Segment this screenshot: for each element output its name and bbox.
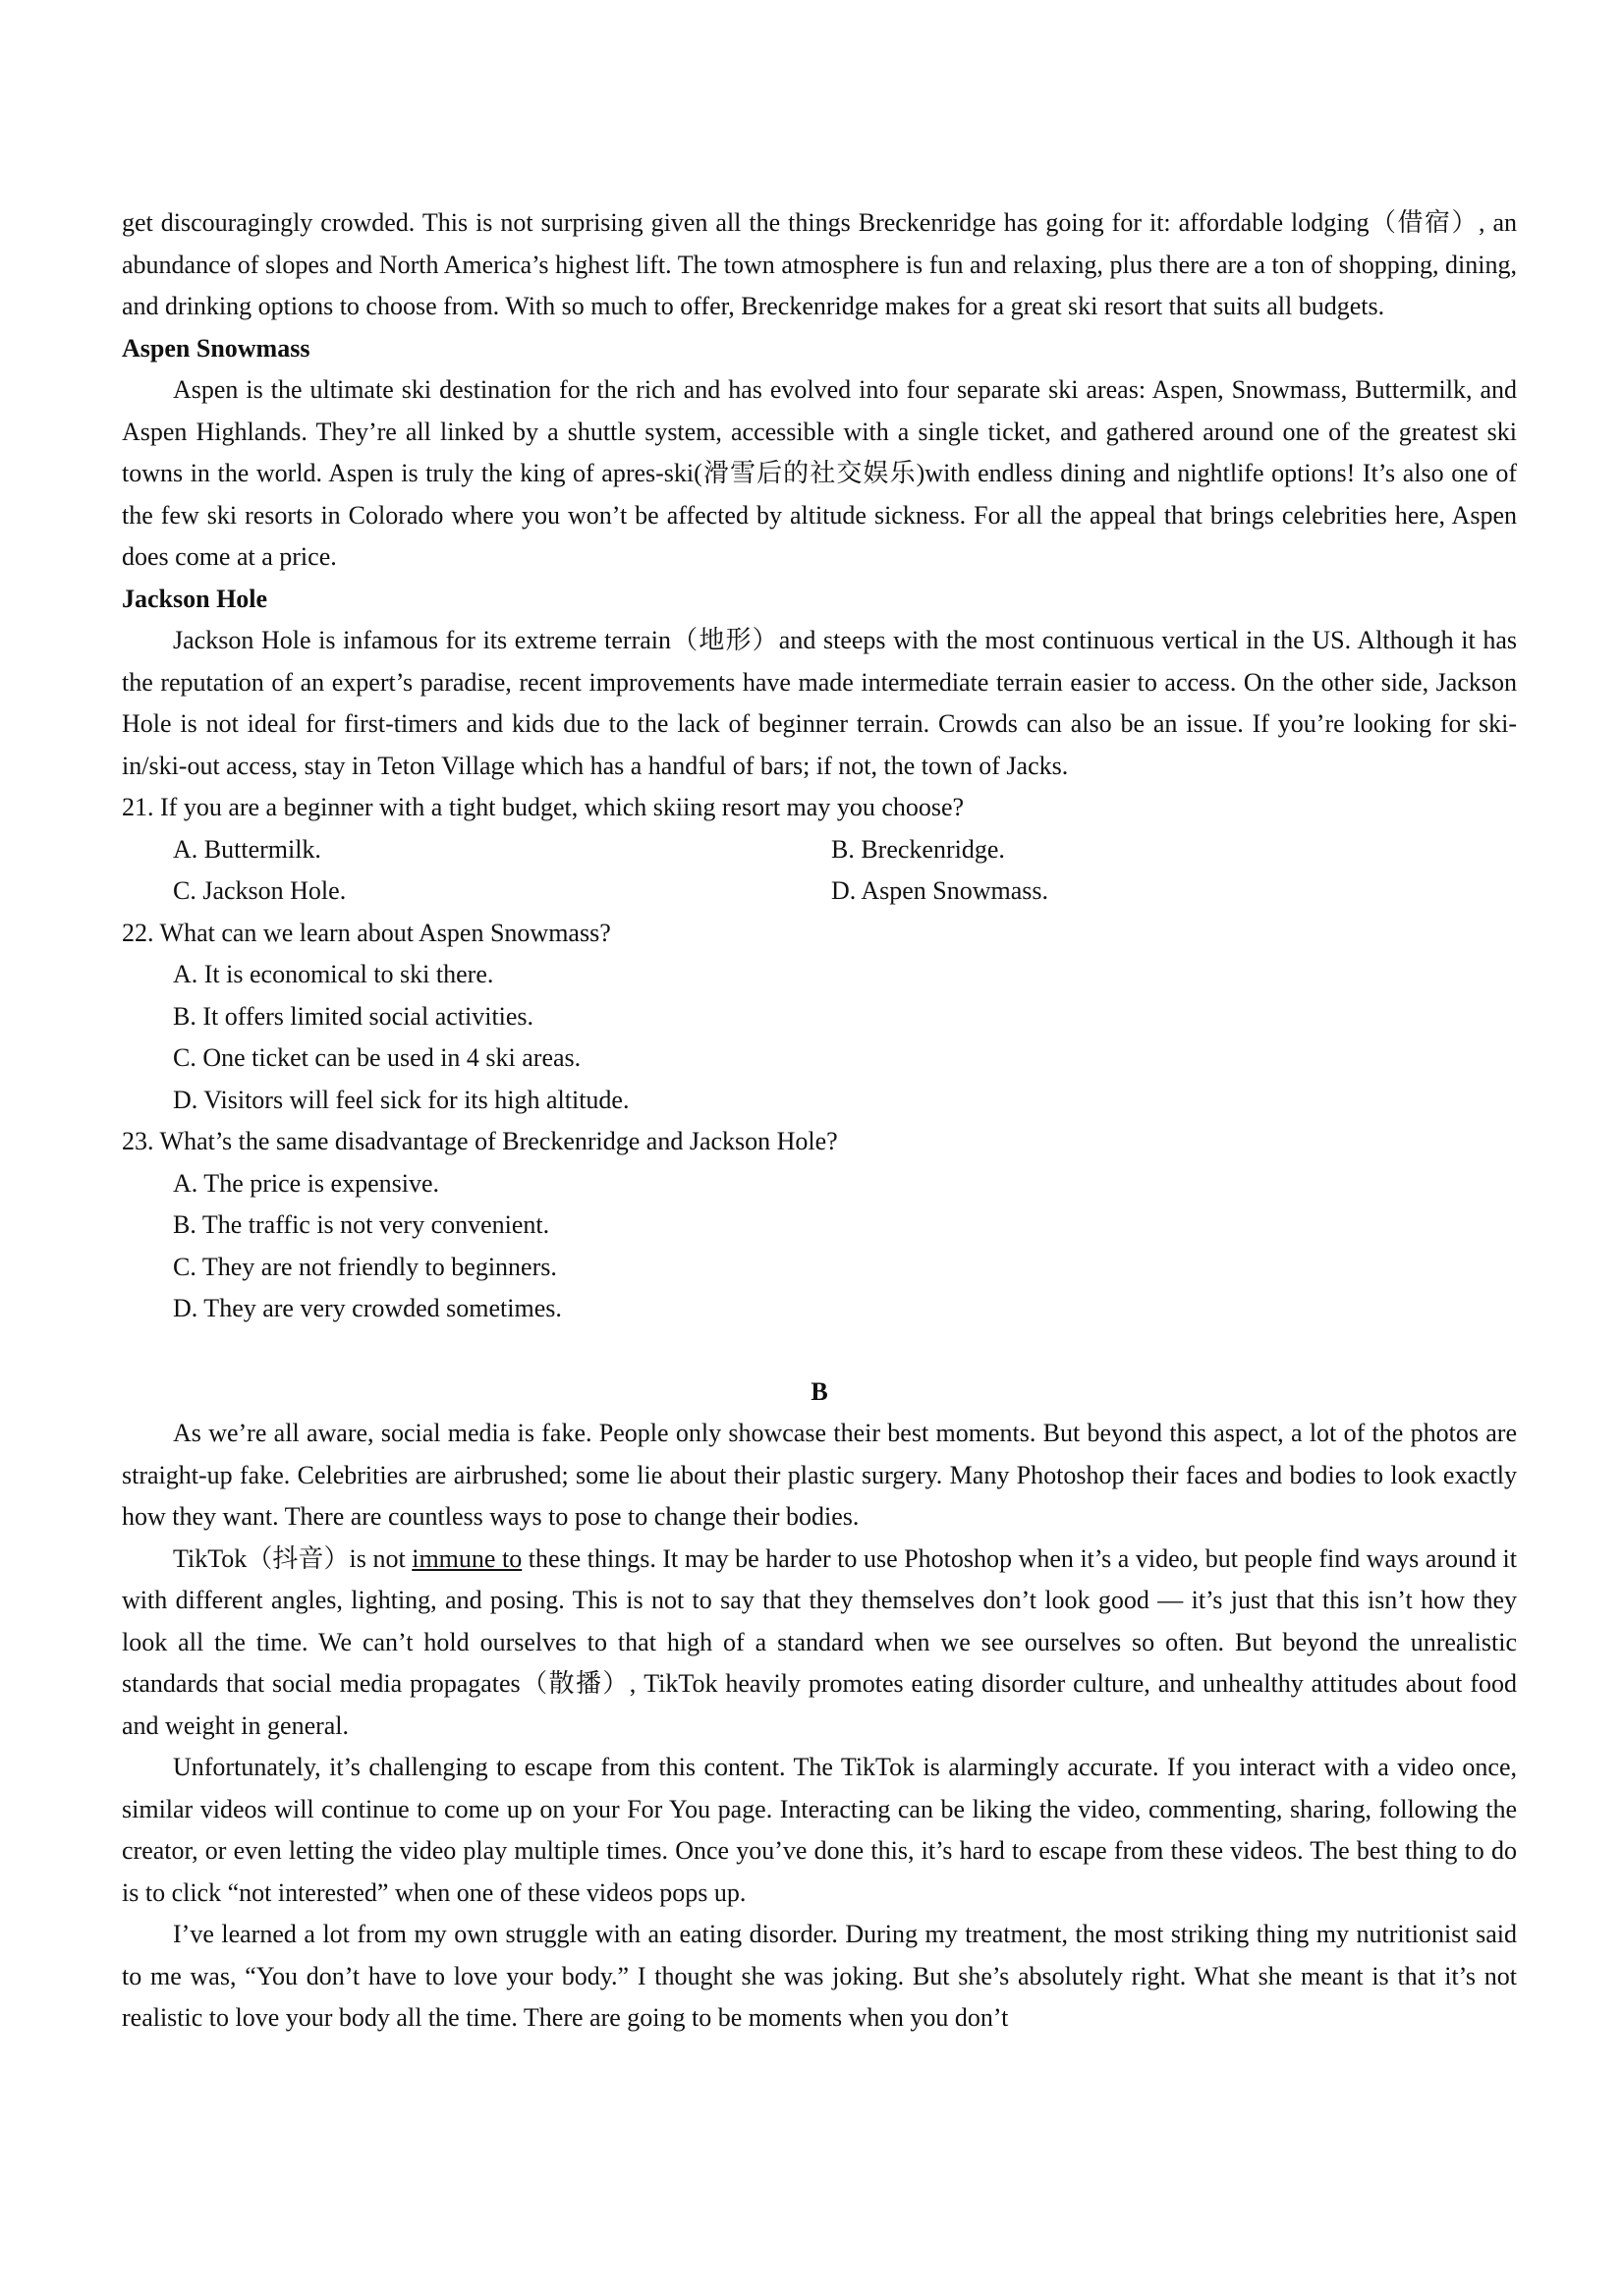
section-b-title: B [811, 1376, 828, 1406]
passage-b-paragraph-2 [122, 1539, 1517, 1748]
exam-page [122, 202, 1517, 2040]
jackson-paragraph: Jackson Hole is infamous for its extreme terrain（地形）and steeps with the most continuous vertical in the US. Although it has the reputation of an expert’s paradise, recent improvements have made intermediate terrain easier to access. On the other side, Jackson Hole is not ideal for first-timers and kids due to the lack of beginner terrain. Crowds can also be an issue. If you’re looking for ski-in/ski-out access, stay in Teton Village which has a handful of bars; if not, the town of Jacks. [122, 626, 1517, 780]
paragraph-2-start: TikTok（抖音）is not [173, 1543, 413, 1573]
question-23-option-c: C. They are not friendly to beginners. [173, 1252, 557, 1281]
question-22-option-d: D. Visitors will feel sick for its high altitude. [173, 1085, 630, 1114]
question-21-options [122, 829, 1517, 913]
passage-b-paragraph-1: As we’re all aware, social media is fake. People only showcase their best moments. But beyond this aspect, a lot of the photos are straight-up fake. Celebrities are airbrushed; some lie about their plastic surgery. Many Photoshop their faces and bodies to look exactly how they want. There are countless ways to pose to change their bodies. [122, 1419, 1517, 1531]
breckenridge-paragraph: get discouragingly crowded. This is not surprising given all the things Breckenridge has going for it: affordable lodging（借宿）, an abundance of slopes and North America’s highest lift. The town atmosphere is fun and relaxing, plus there are a ton of shopping, dining, and drinking options to choose from. With so much to offer, Breckenridge makes for a great ski resort that suits all budgets. [122, 208, 1517, 320]
passage-b-paragraph-4: I’ve learned a lot from my own struggle with an eating disorder. During my treatment, the most striking thing my nutritionist said to me was, “You don’t have to love your body.” I thought she was joking. But she’s absolutely right. What she meant is that it’s not realistic to love your body all the time. There are going to be moments when you don’t [122, 1920, 1517, 2032]
question-22-options [122, 954, 1517, 1121]
question-21-option-d: D. Aspen Snowmass. [831, 876, 1049, 905]
question-22-option-b: B. It offers limited social activities. [173, 1001, 534, 1031]
question-22-option-a: A. It is economical to ski there. [173, 960, 494, 988]
question-23-stem: 23. What’s the same disadvantage of Breckenridge and Jackson Hole? [122, 1127, 838, 1155]
jackson-heading: Jackson Hole [122, 584, 268, 613]
question-22 [122, 913, 1517, 1122]
question-23-option-d: D. They are very crowded sometimes. [173, 1294, 562, 1322]
question-23-option-a: A. The price is expensive. [173, 1168, 439, 1198]
question-22-option-c: C. One ticket can be used in 4 ski areas. [173, 1043, 582, 1072]
aspen-paragraph: Aspen is the ultimate ski destination for the rich and has evolved into four separate ski areas: Aspen, Snowmass, Buttermilk, and Aspen Highlands. They’re all linked by a shuttle system, accessible with a single ticket, and gathered around one of the greatest ski towns in the world. Aspen is truly the king of apres-ski(滑雪后的社交娱乐)with endless dining and nightlife options! It’s also one of the few ski resorts in Colorado where you won’t be affected by altitude sickness. For all the appeal that brings celebrities here, Aspen does come at a price. [122, 375, 1517, 571]
question-21-stem: 21. If you are a beginner with a tight budget, which skiing resort may you choose? [122, 793, 965, 821]
question-21-option-c: C. Jackson Hole. [173, 876, 347, 905]
question-21 [122, 787, 1517, 913]
question-23 [122, 1121, 1517, 1330]
question-23-options [122, 1163, 1517, 1330]
passage-b-paragraph-3: Unfortunately, it’s challenging to escape from this content. The TikTok is alarmingly accurate. If you interact with a video once, similar videos will continue to come up on your For You page. Interacting can be liking the video, commenting, sharing, following the creator, or even letting the video play multiple times. Once you’ve done this, it’s hard to escape from these videos. The best thing to do is to click “not interested” when one of these videos pops up. [122, 1753, 1517, 1907]
underlined-phrase: immune to [412, 1543, 523, 1573]
paragraph-2-rest: these things. It may be harder to use Photoshop when it’s a video, but people find ways around it with different angles, lighting, and posing. This is not to say that they themselves don’t look good — it’s just that this isn’t how they look all the time. We can’t hold ourselves to that high of a standard when we see ourselves so often. But beyond the unrealistic standards that social media propagates（散播）, TikTok heavily promotes eating disorder culture, and unhealthy attitudes about food and weight in general. [122, 1543, 1517, 1740]
question-21-option-a: A. Buttermilk. [173, 834, 321, 864]
aspen-heading: Aspen Snowmass [122, 333, 310, 363]
question-23-option-b: B. The traffic is not very convenient. [173, 1210, 550, 1239]
question-22-stem: 22. What can we learn about Aspen Snowmass? [122, 918, 611, 947]
question-21-option-b: B. Breckenridge. [831, 834, 1005, 864]
